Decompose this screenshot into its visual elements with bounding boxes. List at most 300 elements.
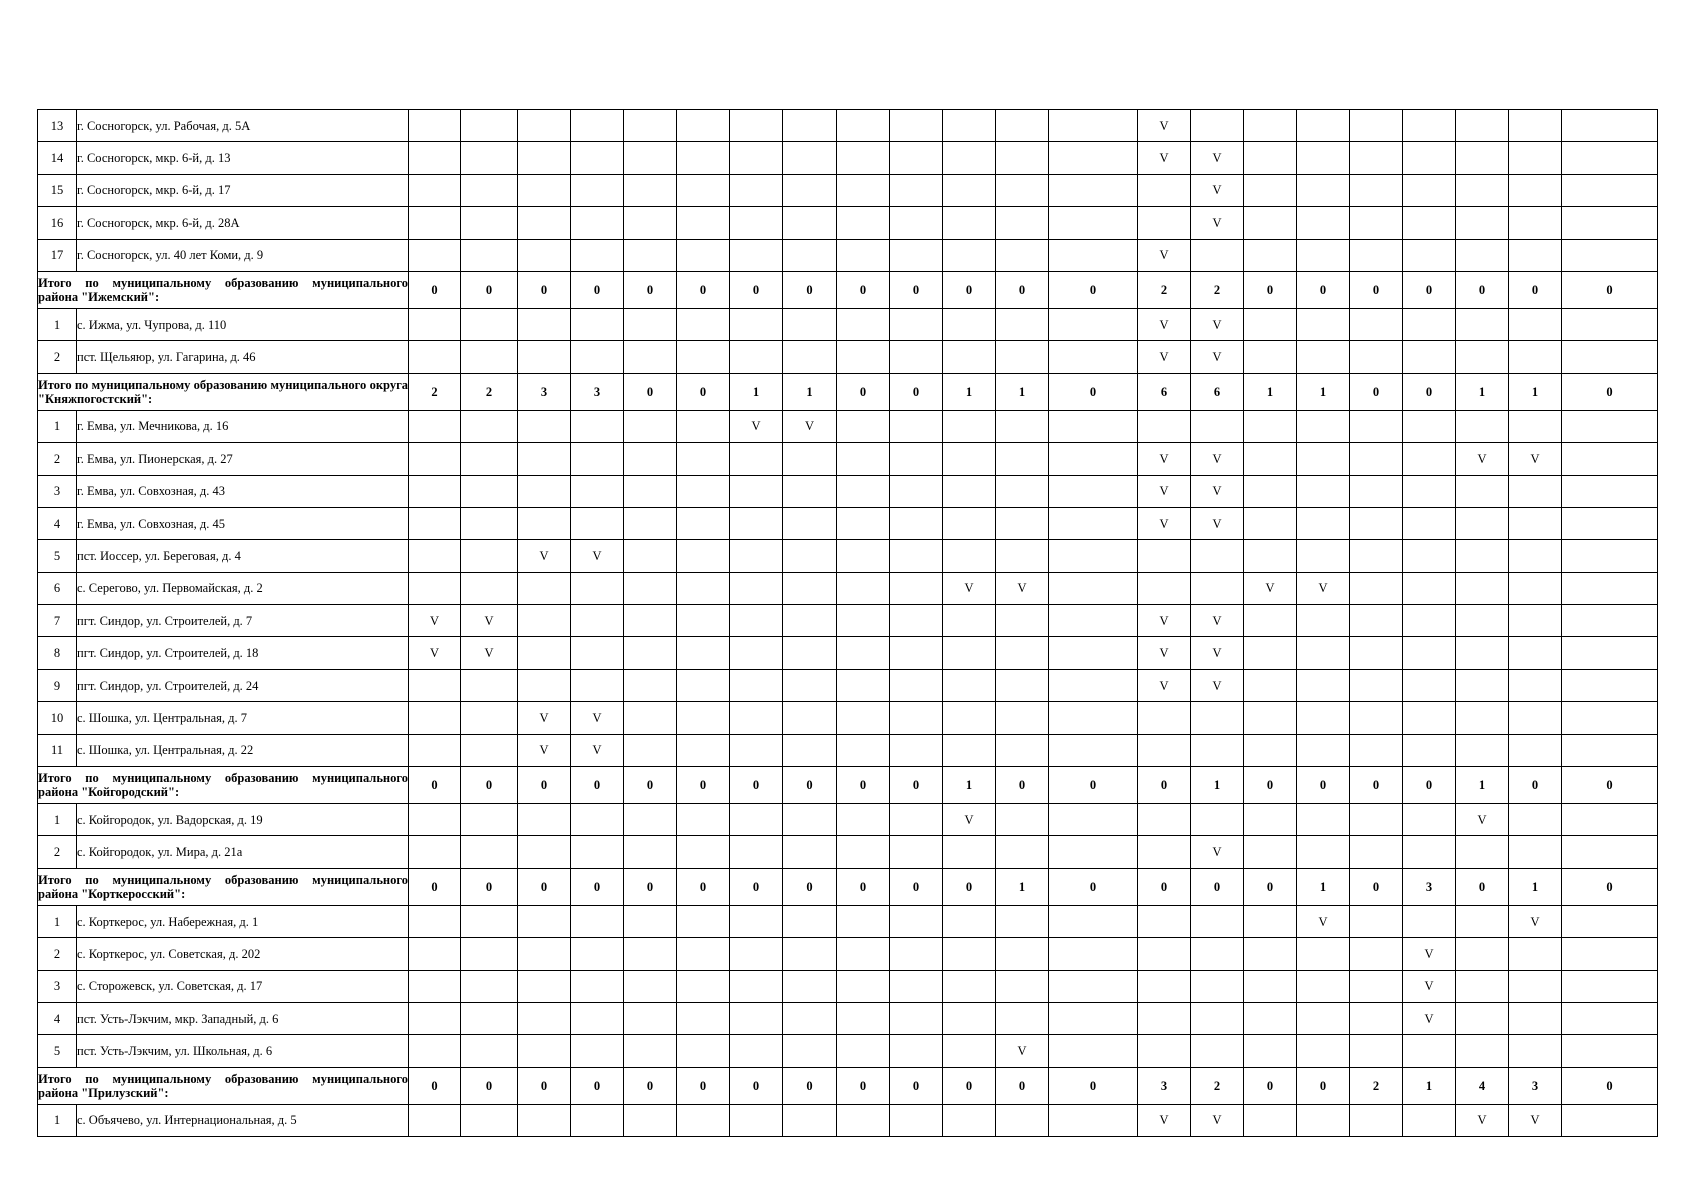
mark-cell xyxy=(1244,239,1297,271)
mark-cell xyxy=(1456,1035,1509,1067)
mark-cell xyxy=(783,1104,837,1136)
mark-cell xyxy=(1191,702,1244,734)
mark-cell xyxy=(1244,970,1297,1002)
mark-cell xyxy=(518,1104,571,1136)
mark-cell xyxy=(837,174,890,206)
mark-cell: V xyxy=(1456,804,1509,836)
mark-cell xyxy=(624,572,677,604)
mark-cell xyxy=(461,669,518,701)
total-value-cell: 0 xyxy=(461,767,518,804)
mark-cell xyxy=(890,308,943,340)
row-number: 2 xyxy=(38,443,77,475)
mark-cell xyxy=(1350,410,1403,442)
mark-cell xyxy=(837,341,890,373)
mark-cell xyxy=(624,475,677,507)
mark-cell xyxy=(624,669,677,701)
mark-cell xyxy=(624,341,677,373)
total-value-cell: 0 xyxy=(996,271,1049,308)
mark-cell xyxy=(943,540,996,572)
mark-cell xyxy=(409,836,461,868)
mark-cell xyxy=(518,174,571,206)
mark-cell xyxy=(730,938,783,970)
mark-cell xyxy=(624,605,677,637)
mark-cell xyxy=(890,410,943,442)
total-value-cell: 0 xyxy=(1138,767,1191,804)
total-value-cell: 0 xyxy=(624,767,677,804)
mark-cell xyxy=(518,669,571,701)
total-value-cell: 0 xyxy=(624,271,677,308)
mark-cell xyxy=(1456,540,1509,572)
mark-cell xyxy=(783,174,837,206)
mark-cell xyxy=(1244,734,1297,766)
mark-cell xyxy=(1509,1002,1562,1034)
mark-cell xyxy=(409,1104,461,1136)
table-row xyxy=(38,540,1658,572)
total-value-cell: 0 xyxy=(1350,868,1403,905)
mark-cell xyxy=(1244,507,1297,539)
mark-cell xyxy=(1403,507,1456,539)
mark-cell xyxy=(783,1035,837,1067)
mark-cell xyxy=(1562,938,1658,970)
row-number: 17 xyxy=(38,239,77,271)
mark-cell: V xyxy=(1138,669,1191,701)
mark-cell xyxy=(996,507,1049,539)
mark-cell xyxy=(783,836,837,868)
total-value-cell: 0 xyxy=(409,271,461,308)
mark-cell xyxy=(943,970,996,1002)
mark-cell xyxy=(1562,605,1658,637)
mark-cell xyxy=(1191,905,1244,937)
total-value-cell: 0 xyxy=(730,767,783,804)
mark-cell xyxy=(1191,734,1244,766)
mark-cell xyxy=(1403,836,1456,868)
total-value-cell: 0 xyxy=(1403,271,1456,308)
mark-cell xyxy=(1191,110,1244,142)
mark-cell xyxy=(1562,507,1658,539)
mark-cell xyxy=(890,1104,943,1136)
mark-cell xyxy=(1049,605,1138,637)
mark-cell xyxy=(1562,475,1658,507)
mark-cell xyxy=(730,174,783,206)
mark-cell xyxy=(1138,1002,1191,1034)
mark-cell xyxy=(1509,142,1562,174)
mark-cell xyxy=(837,1035,890,1067)
mark-cell xyxy=(1297,540,1350,572)
mark-cell xyxy=(409,572,461,604)
mark-cell xyxy=(783,142,837,174)
total-value-cell: 0 xyxy=(461,868,518,905)
mark-cell xyxy=(1562,341,1658,373)
mark-cell xyxy=(1244,174,1297,206)
row-number: 5 xyxy=(38,540,77,572)
mark-cell xyxy=(837,572,890,604)
mark-cell xyxy=(1456,239,1509,271)
mark-cell xyxy=(677,507,730,539)
mark-cell xyxy=(730,239,783,271)
address-cell: с. Ижма, ул. Чупрова, д. 110 xyxy=(77,308,409,340)
address-cell: с. Серегово, ул. Первомайская, д. 2 xyxy=(77,572,409,604)
mark-cell xyxy=(1403,540,1456,572)
mark-cell xyxy=(837,702,890,734)
table-row xyxy=(38,142,1658,174)
address-cell: с. Сторожевск, ул. Советская, д. 17 xyxy=(77,970,409,1002)
total-value-cell: 1 xyxy=(1191,767,1244,804)
mark-cell xyxy=(624,1035,677,1067)
mark-cell xyxy=(409,734,461,766)
mark-cell xyxy=(461,540,518,572)
mark-cell xyxy=(677,605,730,637)
mark-cell xyxy=(730,970,783,1002)
mark-cell xyxy=(624,1104,677,1136)
mark-cell xyxy=(837,239,890,271)
row-number: 1 xyxy=(38,308,77,340)
row-number: 3 xyxy=(38,475,77,507)
mark-cell xyxy=(943,637,996,669)
mark-cell xyxy=(1403,410,1456,442)
mark-cell xyxy=(1297,1035,1350,1067)
mark-cell: V xyxy=(1191,836,1244,868)
mark-cell xyxy=(518,1002,571,1034)
mark-cell xyxy=(1350,938,1403,970)
mark-cell xyxy=(1456,507,1509,539)
mark-cell xyxy=(890,507,943,539)
mark-cell xyxy=(996,970,1049,1002)
mark-cell: V xyxy=(943,804,996,836)
mark-cell xyxy=(624,308,677,340)
table-row xyxy=(38,734,1658,766)
mark-cell: V xyxy=(1138,239,1191,271)
mark-cell: V xyxy=(571,734,624,766)
total-value-cell: 0 xyxy=(677,373,730,410)
total-value-cell: 0 xyxy=(1456,271,1509,308)
address-cell: пст. Усть-Лэкчим, ул. Школьная, д. 6 xyxy=(77,1035,409,1067)
table-row xyxy=(38,443,1658,475)
mark-cell xyxy=(571,970,624,1002)
mark-cell xyxy=(783,637,837,669)
mark-cell xyxy=(461,443,518,475)
mark-cell xyxy=(996,1002,1049,1034)
mark-cell xyxy=(1350,475,1403,507)
mark-cell xyxy=(1350,443,1403,475)
address-cell: г. Емва, ул. Совхозная, д. 45 xyxy=(77,507,409,539)
total-value-cell: 1 xyxy=(996,373,1049,410)
mark-cell: V xyxy=(1191,605,1244,637)
mark-cell xyxy=(783,341,837,373)
mark-cell xyxy=(1049,1035,1138,1067)
row-number: 2 xyxy=(38,938,77,970)
mark-cell xyxy=(996,804,1049,836)
mark-cell xyxy=(1297,1002,1350,1034)
mark-cell xyxy=(461,410,518,442)
mark-cell xyxy=(677,1035,730,1067)
mark-cell xyxy=(1509,605,1562,637)
mark-cell xyxy=(996,605,1049,637)
mark-cell: V xyxy=(571,702,624,734)
mark-cell xyxy=(837,507,890,539)
mark-cell xyxy=(518,110,571,142)
mark-cell xyxy=(571,110,624,142)
row-number: 14 xyxy=(38,142,77,174)
table-row xyxy=(38,308,1658,340)
mark-cell xyxy=(677,540,730,572)
mark-cell: V xyxy=(1403,938,1456,970)
mark-cell xyxy=(1350,605,1403,637)
table-row xyxy=(38,669,1658,701)
mark-cell xyxy=(996,734,1049,766)
table-row xyxy=(38,110,1658,142)
mark-cell xyxy=(1456,174,1509,206)
total-value-cell: 0 xyxy=(1297,1067,1350,1104)
mark-cell xyxy=(890,804,943,836)
mark-cell xyxy=(624,836,677,868)
total-value-cell: 0 xyxy=(624,373,677,410)
mark-cell xyxy=(1350,142,1403,174)
mark-cell xyxy=(1350,734,1403,766)
total-label: Итого по муниципальному образованию муниципального района "Койгородский": xyxy=(38,767,409,804)
table-row xyxy=(38,804,1658,836)
total-label: Итого по муниципальному образованию муниципального района "Ижемский": xyxy=(38,271,409,308)
mark-cell xyxy=(1049,341,1138,373)
mark-cell xyxy=(1509,174,1562,206)
mark-cell xyxy=(624,702,677,734)
mark-cell xyxy=(1403,637,1456,669)
mark-cell xyxy=(943,1035,996,1067)
mark-cell xyxy=(461,174,518,206)
mark-cell xyxy=(1403,142,1456,174)
total-value-cell: 3 xyxy=(1403,868,1456,905)
mark-cell xyxy=(461,938,518,970)
address-cell: пгт. Синдор, ул. Строителей, д. 18 xyxy=(77,637,409,669)
total-value-cell: 0 xyxy=(1562,868,1658,905)
mark-cell xyxy=(1049,702,1138,734)
mark-cell xyxy=(571,836,624,868)
mark-cell xyxy=(837,308,890,340)
mark-cell xyxy=(677,669,730,701)
row-number: 16 xyxy=(38,207,77,239)
mark-cell xyxy=(730,1104,783,1136)
table-row xyxy=(38,702,1658,734)
total-value-cell: 3 xyxy=(518,373,571,410)
mark-cell xyxy=(1244,605,1297,637)
mark-cell xyxy=(1403,308,1456,340)
total-value-cell: 1 xyxy=(730,373,783,410)
mark-cell xyxy=(409,410,461,442)
mark-cell xyxy=(409,341,461,373)
mark-cell xyxy=(571,938,624,970)
total-value-cell: 1 xyxy=(1456,767,1509,804)
mark-cell xyxy=(1403,572,1456,604)
total-value-cell: 0 xyxy=(518,767,571,804)
mark-cell xyxy=(1350,970,1403,1002)
mark-cell: V xyxy=(730,410,783,442)
mark-cell xyxy=(1509,507,1562,539)
mark-cell: V xyxy=(571,540,624,572)
mark-cell xyxy=(461,905,518,937)
mark-cell xyxy=(1562,1104,1658,1136)
table-row xyxy=(38,637,1658,669)
mark-cell xyxy=(1456,669,1509,701)
total-value-cell: 3 xyxy=(1509,1067,1562,1104)
mark-cell xyxy=(1049,207,1138,239)
mark-cell xyxy=(1297,804,1350,836)
mark-cell xyxy=(730,1035,783,1067)
total-value-cell: 0 xyxy=(1244,1067,1297,1104)
mark-cell xyxy=(677,239,730,271)
mark-cell xyxy=(1049,804,1138,836)
mark-cell xyxy=(996,669,1049,701)
total-row xyxy=(38,271,1658,308)
mark-cell xyxy=(1456,410,1509,442)
mark-cell xyxy=(518,239,571,271)
total-value-cell: 2 xyxy=(1138,271,1191,308)
row-number: 13 xyxy=(38,110,77,142)
mark-cell xyxy=(837,410,890,442)
mark-cell: V xyxy=(1297,572,1350,604)
mark-cell xyxy=(1509,110,1562,142)
mark-cell xyxy=(943,410,996,442)
mark-cell: V xyxy=(1138,443,1191,475)
mark-cell xyxy=(1562,905,1658,937)
mark-cell xyxy=(890,572,943,604)
mark-cell xyxy=(624,1002,677,1034)
mark-cell xyxy=(1403,669,1456,701)
mark-cell xyxy=(890,475,943,507)
mark-cell xyxy=(409,142,461,174)
total-value-cell: 0 xyxy=(571,767,624,804)
row-number: 1 xyxy=(38,410,77,442)
total-value-cell: 1 xyxy=(1297,373,1350,410)
mark-cell xyxy=(1509,734,1562,766)
total-value-cell: 0 xyxy=(837,1067,890,1104)
mark-cell xyxy=(409,1035,461,1067)
mark-cell xyxy=(677,475,730,507)
mark-cell xyxy=(1456,836,1509,868)
mark-cell xyxy=(571,174,624,206)
total-value-cell: 6 xyxy=(1138,373,1191,410)
table-row xyxy=(38,1104,1658,1136)
mark-cell xyxy=(571,475,624,507)
mark-cell xyxy=(1350,804,1403,836)
mark-cell xyxy=(837,905,890,937)
mark-cell xyxy=(518,637,571,669)
total-value-cell: 0 xyxy=(677,1067,730,1104)
mark-cell xyxy=(1244,1035,1297,1067)
mark-cell xyxy=(1244,804,1297,836)
mark-cell xyxy=(1403,605,1456,637)
mark-cell xyxy=(571,341,624,373)
mark-cell xyxy=(1403,1104,1456,1136)
mark-cell xyxy=(1244,443,1297,475)
total-value-cell: 0 xyxy=(1403,373,1456,410)
mark-cell xyxy=(996,702,1049,734)
address-cell: г. Сосногорск, ул. Рабочая, д. 5А xyxy=(77,110,409,142)
mark-cell xyxy=(1350,1035,1403,1067)
mark-cell xyxy=(1562,970,1658,1002)
mark-cell xyxy=(1456,572,1509,604)
mark-cell: V xyxy=(1191,637,1244,669)
mark-cell: V xyxy=(1456,1104,1509,1136)
total-row xyxy=(38,767,1658,804)
mark-cell xyxy=(730,110,783,142)
mark-cell xyxy=(571,669,624,701)
mark-cell xyxy=(461,1035,518,1067)
mark-cell: V xyxy=(461,605,518,637)
mark-cell xyxy=(1138,572,1191,604)
total-value-cell: 0 xyxy=(1244,271,1297,308)
mark-cell xyxy=(409,1002,461,1034)
mark-cell xyxy=(409,443,461,475)
total-value-cell: 0 xyxy=(461,271,518,308)
mark-cell xyxy=(730,836,783,868)
table-row xyxy=(38,938,1658,970)
mark-cell xyxy=(1403,443,1456,475)
mark-cell xyxy=(730,540,783,572)
mark-cell xyxy=(1562,174,1658,206)
mark-cell xyxy=(1562,669,1658,701)
table-row xyxy=(38,341,1658,373)
mark-cell: V xyxy=(783,410,837,442)
mark-cell xyxy=(1191,1002,1244,1034)
mark-cell xyxy=(837,836,890,868)
mark-cell xyxy=(1138,905,1191,937)
mark-cell xyxy=(1297,239,1350,271)
mark-cell xyxy=(518,207,571,239)
mark-cell xyxy=(1350,702,1403,734)
total-value-cell: 0 xyxy=(677,868,730,905)
mark-cell xyxy=(890,702,943,734)
mark-cell: V xyxy=(1403,1002,1456,1034)
mark-cell xyxy=(1456,207,1509,239)
mark-cell xyxy=(1244,669,1297,701)
total-value-cell: 0 xyxy=(837,868,890,905)
address-cell: с. Койгородок, ул. Вадорская, д. 19 xyxy=(77,804,409,836)
mark-cell: V xyxy=(1191,475,1244,507)
mark-cell xyxy=(943,341,996,373)
mark-cell xyxy=(1350,637,1403,669)
mark-cell xyxy=(943,1002,996,1034)
mark-cell xyxy=(783,905,837,937)
mark-cell xyxy=(1049,669,1138,701)
mark-cell xyxy=(730,1002,783,1034)
mark-cell xyxy=(409,540,461,572)
mark-cell xyxy=(518,938,571,970)
mark-cell xyxy=(1297,734,1350,766)
mark-cell xyxy=(1509,410,1562,442)
total-value-cell: 0 xyxy=(624,868,677,905)
mark-cell xyxy=(783,734,837,766)
mark-cell xyxy=(996,443,1049,475)
mark-cell xyxy=(1350,507,1403,539)
mark-cell xyxy=(1244,1002,1297,1034)
table-row xyxy=(38,970,1658,1002)
mark-cell xyxy=(1049,572,1138,604)
mark-cell xyxy=(890,174,943,206)
total-value-cell: 0 xyxy=(783,767,837,804)
mark-cell xyxy=(890,905,943,937)
mark-cell: V xyxy=(409,605,461,637)
mark-cell xyxy=(518,308,571,340)
mark-cell: V xyxy=(1244,572,1297,604)
mark-cell xyxy=(890,443,943,475)
mark-cell xyxy=(409,905,461,937)
mark-cell xyxy=(1350,110,1403,142)
mark-cell xyxy=(890,540,943,572)
mark-cell xyxy=(730,572,783,604)
mark-cell xyxy=(890,836,943,868)
mark-cell xyxy=(571,1002,624,1034)
mark-cell xyxy=(1244,905,1297,937)
table-row xyxy=(38,836,1658,868)
